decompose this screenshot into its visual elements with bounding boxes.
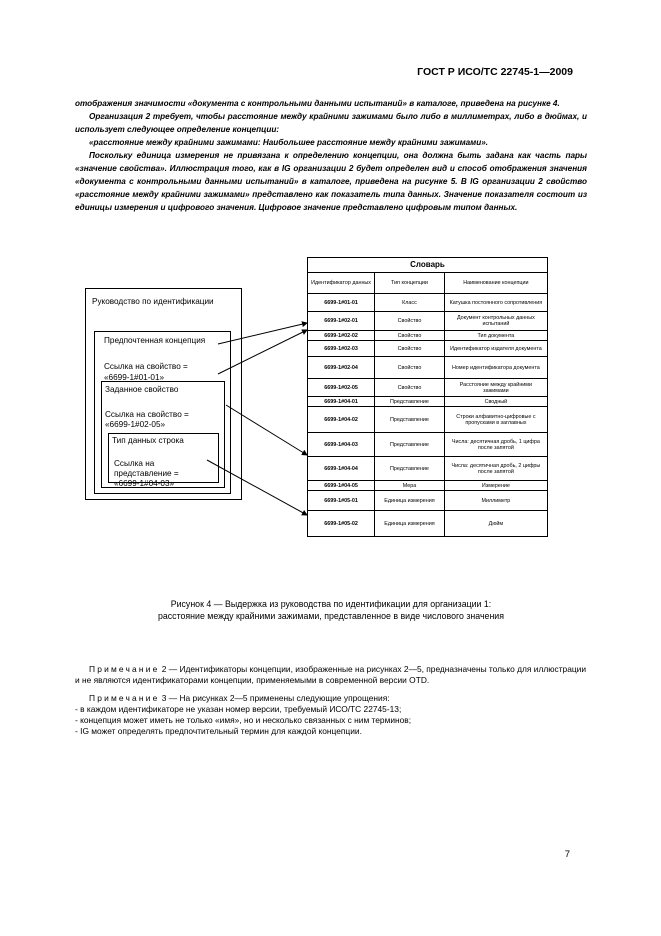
cell-id: 6699-1#02-05 bbox=[308, 379, 375, 397]
cell-name: Тип документа bbox=[444, 331, 547, 341]
cell-name: Измерение bbox=[444, 481, 547, 491]
cell-name: Катушка постоянного сопротивления bbox=[444, 294, 547, 312]
cell-name: Числа: десятичная дробь, 2 цифры после запятой bbox=[444, 457, 547, 481]
note-2-label: Примечание bbox=[89, 664, 160, 674]
caption-line-1: Рисунок 4 — Выдержка из руководства по идентификации для организации 1: bbox=[170, 599, 492, 609]
cell-id: 6699-1#02-02 bbox=[308, 331, 375, 341]
arrow-to-representation-row bbox=[226, 405, 307, 455]
cell-type: Мера bbox=[375, 481, 445, 491]
cell-name: Числа: десятичная дробь, 1 цифра после запятой bbox=[444, 433, 547, 457]
note-3 bbox=[75, 693, 587, 704]
guide-title: Руководство по идентификации bbox=[92, 297, 214, 306]
cell-type: Единица измерения bbox=[375, 511, 445, 537]
note-2 bbox=[75, 664, 587, 686]
cell-type: Свойство bbox=[375, 331, 445, 341]
cell-id: 6699-1#04-04 bbox=[308, 457, 375, 481]
cell-id: 6699-1#04-03 bbox=[308, 433, 375, 457]
note-3-text: 3 — На рисунках 2—5 применены следующие упрощения: bbox=[159, 693, 390, 703]
ref2-label: Ссылка на свойство = bbox=[105, 410, 189, 419]
paragraph-3: «расстояние между крайними зажимами: Наибольшее расстояние между крайними зажимами». bbox=[89, 138, 489, 147]
paragraph-1: отображения значимости «документа с контрольными данными испытаний» в каталоге, приведена на рисунке 4. bbox=[75, 99, 560, 108]
cell-name: Миллиметр bbox=[444, 491, 547, 511]
cell-name: Строки алфавитно-цифровые с пропусками в заглавных bbox=[444, 407, 547, 433]
cell-id: 6699-1#05-01 bbox=[308, 491, 375, 511]
cell-id: 6699-1#02-04 bbox=[308, 357, 375, 379]
cell-id: 6699-1#04-02 bbox=[308, 407, 375, 433]
cell-id: 6699-1#04-05 bbox=[308, 481, 375, 491]
preferred-concept-label: Предпочтенная концепция bbox=[104, 336, 206, 345]
ref3-value: «6699-1#04-03» bbox=[114, 479, 175, 488]
given-property-label: Заданное свойство bbox=[105, 385, 179, 394]
paragraph-4: Поскольку единица измерения не привязана к определению концепции, она должна быть задана как часть пары «значение свойства». Иллюстрация того, как в IG организации 2 будет определен вид и способ отображения значения «документа с контрольными данными испытаний» в каталоге, приведена на рисунке 5. В IG организации 2 свойство «расстояние между крайними зажимами» представлено как показатель типа данных. Значение показателя состоит из единицы измерения и цифрового значения. Цифровое значение представлено цифровым типом данных. bbox=[75, 151, 587, 212]
cell-type: Представление bbox=[375, 397, 445, 407]
cell-name: Дюйм bbox=[444, 511, 547, 537]
column-header-id: Идентификатор данных bbox=[308, 273, 375, 294]
ref3-label-2: представление = bbox=[114, 469, 179, 478]
note-2-text: 2 — Идентификаторы концепции, изображенные на рисунках 2—5, предназначены только для иллюстрации и не являются идентификаторами концепции, применяемыми в современной версии OTD. bbox=[75, 664, 586, 685]
ref3-label: Ссылка на bbox=[114, 459, 155, 468]
ref1-label: Ссылка на свойство = bbox=[104, 362, 188, 371]
note-3-item-2: - концепция может иметь не только «имя», но и несколько связанных с ним терминов; bbox=[75, 715, 412, 725]
arrow-to-class-row bbox=[218, 323, 307, 344]
cell-name: Идентификатор издателя документа bbox=[444, 341, 547, 357]
paragraph-2: Организация 2 требует, чтобы расстояние между крайними зажимами было либо в миллиметрах, либо в дюймах, и использует следующее определение концепции: bbox=[75, 112, 587, 134]
document-header: ГОСТ Р ИСО/ТС 22745-1—2009 bbox=[417, 66, 573, 78]
cell-type: Единица измерения bbox=[375, 491, 445, 511]
cell-name: Документ контрольных данных испытаний bbox=[444, 312, 547, 331]
data-type-label: Тип данных строка bbox=[112, 436, 184, 445]
cell-type: Представление bbox=[375, 407, 445, 433]
cell-name: Сводный bbox=[444, 397, 547, 407]
ref2-value: «6699-1#02-05» bbox=[105, 420, 166, 429]
arrow-to-property-row bbox=[218, 330, 307, 374]
column-header-name: Наименование концепции bbox=[444, 273, 547, 294]
notes-block bbox=[75, 664, 587, 737]
caption-line-2: расстояние между крайними зажимами, представленное в виде числового значения bbox=[158, 611, 504, 621]
figure-caption bbox=[75, 598, 587, 622]
cell-type: Свойство bbox=[375, 357, 445, 379]
cell-type: Представление bbox=[375, 433, 445, 457]
cell-type: Представление bbox=[375, 457, 445, 481]
page-number: 7 bbox=[564, 849, 570, 860]
cell-id: 6699-1#01-01 bbox=[308, 294, 375, 312]
arrow-to-number-row bbox=[207, 460, 307, 515]
cell-name: Расстояние между крайними зажимами bbox=[444, 379, 547, 397]
cell-id: 6699-1#04-01 bbox=[308, 397, 375, 407]
note-3-item-3: - IG может определять предпочтительный термин для каждой концепции. bbox=[75, 726, 362, 736]
cell-id: 6699-1#05-02 bbox=[308, 511, 375, 537]
cell-type: Класс bbox=[375, 294, 445, 312]
ref1-value: «6699-1#01-01» bbox=[104, 373, 165, 382]
cell-type: Свойство bbox=[375, 379, 445, 397]
dictionary-title: Словарь bbox=[308, 258, 548, 273]
cell-id: 6699-1#02-03 bbox=[308, 341, 375, 357]
cell-type: Свойство bbox=[375, 312, 445, 331]
column-header-type: Тип концепции bbox=[375, 273, 445, 294]
note-3-label: Примечание bbox=[89, 693, 160, 703]
note-3-item-1: - в каждом идентификаторе не указан номер версии, требуемый ИСО/ТС 22745-13; bbox=[75, 704, 402, 714]
cell-id: 6699-1#02-01 bbox=[308, 312, 375, 331]
cell-type: Свойство bbox=[375, 341, 445, 357]
cell-name: Номер идентификатора документа bbox=[444, 357, 547, 379]
